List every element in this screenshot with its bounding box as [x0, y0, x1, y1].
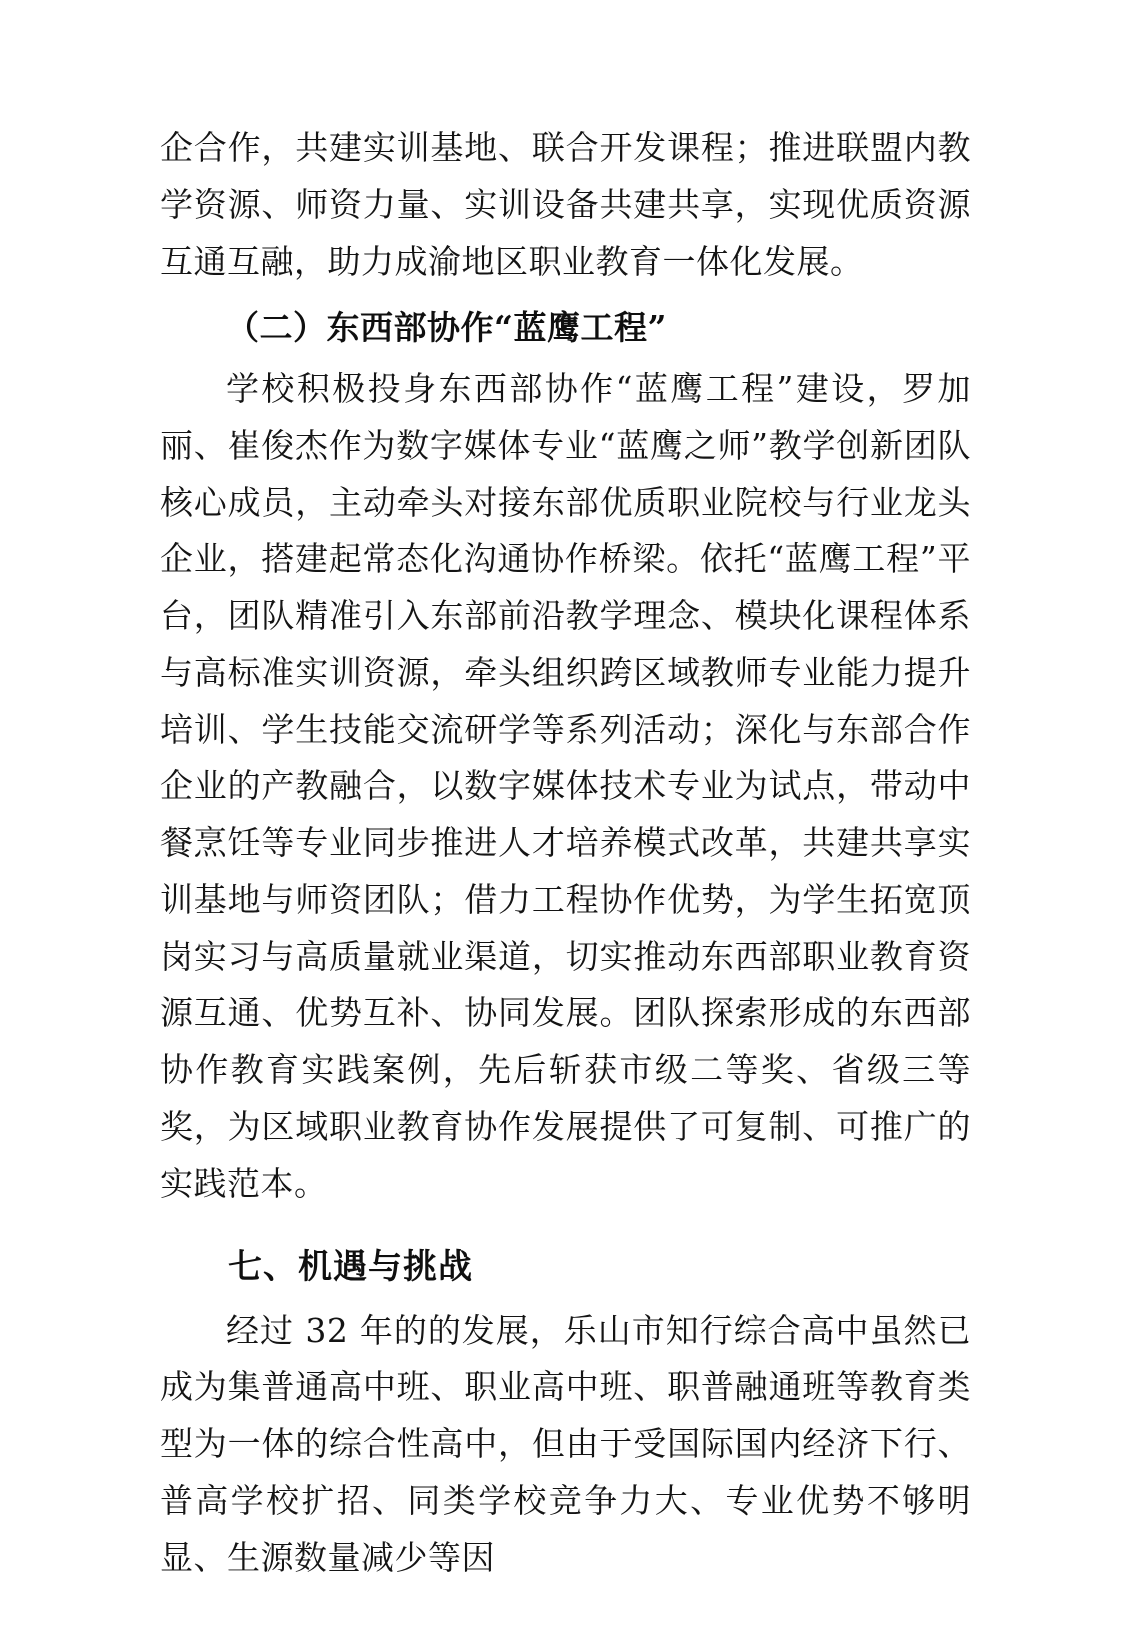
heading-blue-eagle-project: （二）东西部协作“蓝鹰工程”: [226, 308, 667, 348]
paragraph-opportunities-detail: 经过 32 年的的发展，乐山市知行综合高中虽然已成为集普通高中班、职业高中班、职普融通班等教育类型为一体的综合性高中，但由于受国际国内经济下行、普高学校扩招、同类学校竞争力大、专业优势不够明显、生源数量减少等因: [160, 1310, 971, 1577]
heading-opportunities-challenges: 七、机遇与挑战: [228, 1247, 473, 1288]
paragraph-blue-eagle-detail: 学校积极投身东西部协作“蓝鹰工程”建设，罗加丽、崔俊杰作为数字媒体专业“蓝鹰之师”教学创新团队核心成员，主动牵头对接东部优质职业院校与行业龙头企业，搭建起常态化沟通协作桥梁。依托“蓝鹰工程”平台，团队精准引入东部前沿教学理念、模块化课程体系与高标准实训资源，牵头组织跨区域教师专业能力提升培训、学生技能交流研学等系列活动；深化与东部合作企业的产教融合，以数字媒体技术专业为试点，带动中餐烹饪等专业同步推进人才培养模式改革，共建共享实训基地与师资团队；借力工程协作优势，为学生拓宽顶岗实习与高质量就业渠道，切实推动东西部职业教育资源互通、优势互补、协同发展。团队探索形成的东西部协作教育实践案例，先后斩获市级二等奖、省级三等奖，为区域职业教育协作发展提供了可复制、可推广的实践范本。: [160, 369, 971, 1203]
paragraph-continued-cooperation: 企合作，共建实训基地、联合开发课程；推进联盟内教学资源、师资力量、实训设备共建共享，实现优质资源互通互融，助力成渝地区职业教育一体化发展。: [160, 128, 971, 281]
